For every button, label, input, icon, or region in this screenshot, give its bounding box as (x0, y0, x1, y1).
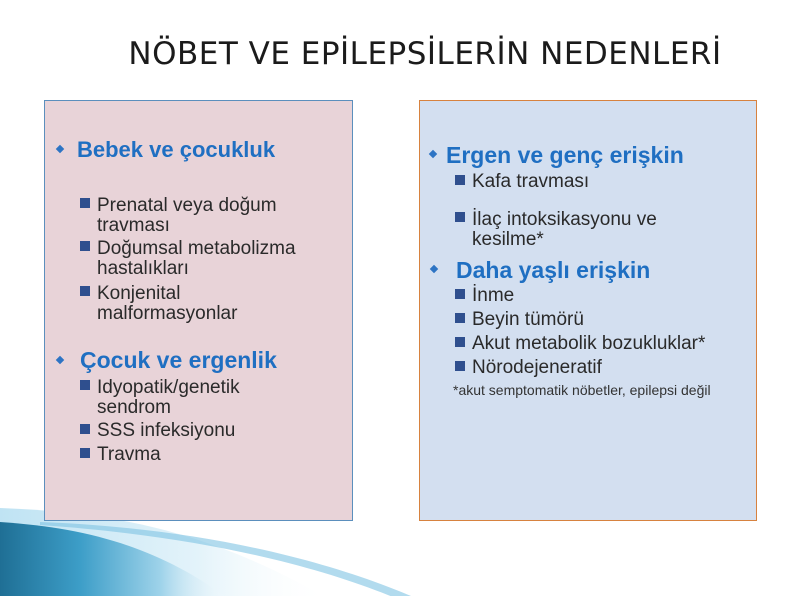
footnote: *akut semptomatik nöbetler, epilepsi değil (453, 382, 711, 398)
list-item: Konjenital malformasyonlar (97, 283, 238, 324)
list-item: Idyopatik/genetik sendrom (97, 377, 240, 418)
list-item: İlaç intoksikasyonu ve kesilme* (472, 209, 657, 250)
list-item: İnme (472, 285, 515, 306)
square-bullet-icon (455, 313, 465, 323)
square-bullet-icon (80, 198, 90, 208)
square-bullet-icon (80, 424, 90, 434)
right-heading-1: Ergen ve genç erişkin (446, 142, 684, 168)
list-item: Prenatal veya doğum travması (97, 195, 277, 236)
square-bullet-icon (455, 175, 465, 185)
square-bullet-icon (455, 289, 465, 299)
slide-title: NÖBET VE EPİLEPSİLERİN NEDENLERİ (128, 36, 722, 72)
left-heading-1: Bebek ve çocukluk (77, 137, 276, 162)
list-item: Nörodejeneratif (472, 357, 602, 378)
square-bullet-icon (80, 286, 90, 296)
list-item: Beyin tümörü (472, 309, 584, 330)
list-item: Doğumsal metabolizma hastalıkları (97, 238, 296, 279)
square-bullet-icon (455, 212, 465, 222)
square-bullet-icon (80, 241, 90, 251)
list-item: Travma (97, 444, 161, 465)
square-bullet-icon (80, 380, 90, 390)
list-item: Akut metabolik bozukluklar* (472, 333, 706, 354)
right-heading-2: Daha yaşlı erişkin (456, 257, 651, 283)
square-bullet-icon (80, 448, 90, 458)
left-heading-2: Çocuk ve ergenlik (80, 347, 277, 373)
list-item: Kafa travması (472, 171, 590, 192)
square-bullet-icon (455, 361, 465, 371)
list-item: SSS infeksiyonu (97, 420, 236, 441)
square-bullet-icon (455, 337, 465, 347)
